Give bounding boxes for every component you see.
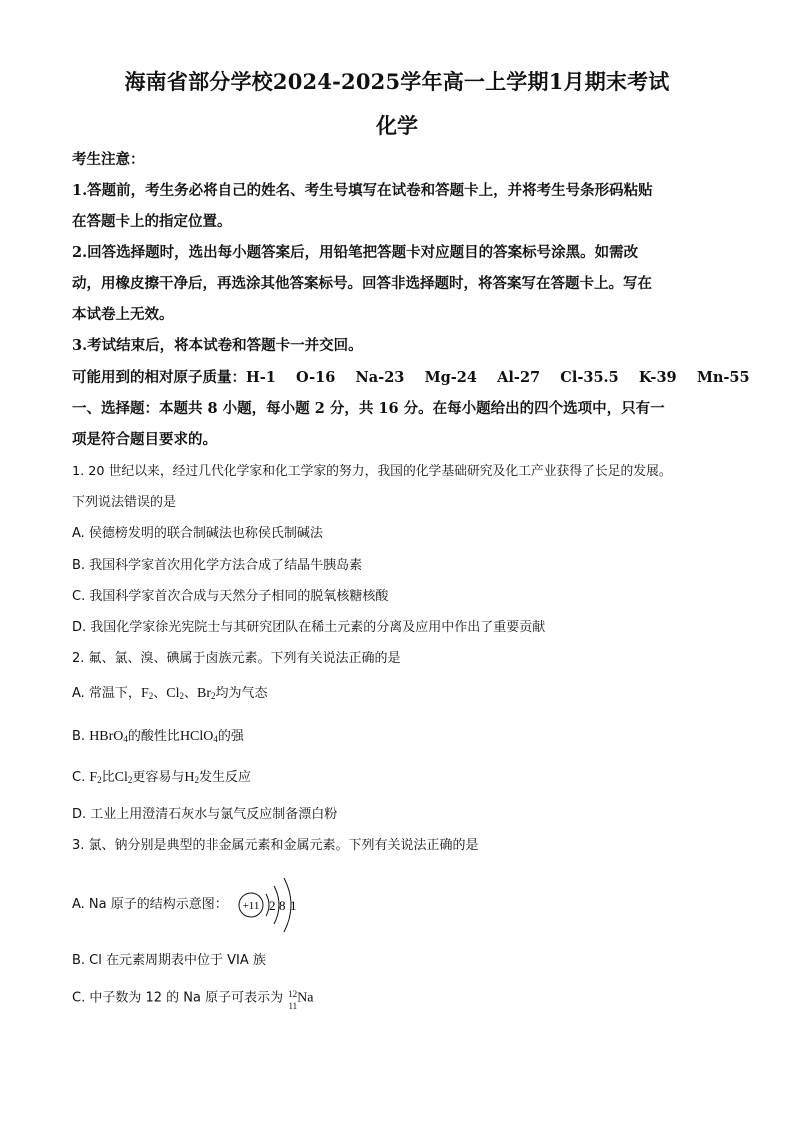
atomic-masses: 可能用到的相对原子质量：H-1 O-16 Na-23 Mg-24 Al-27 Cl-35.5 K-39 Mn-55 [72, 369, 750, 386]
q2-c-mid-2: 更容易与 [132, 770, 185, 785]
formula-h2 [184, 770, 199, 785]
atom-shells-svg [238, 872, 318, 938]
q3-option-a-text: A. Na 原子的结构示意图： [72, 897, 228, 912]
formula-hclo4 [180, 729, 218, 744]
notice-item-2-line-2: 动，用橡皮擦干净后，再选涂其他答案标号。回答非选择题时，将答案写在答题卡上。写在 [72, 275, 652, 292]
q2-b-suffix: 的强 [217, 729, 244, 744]
notice-heading: 考生注意： [72, 151, 145, 168]
separator: 、 [153, 686, 167, 701]
q2-b-mid: 的酸性比 [127, 729, 180, 744]
formula-cl2 [115, 770, 133, 785]
section-1-line-2: 项是符合题目要求的。 [72, 431, 217, 448]
notice-item-3: 3.考试结束后，将本试卷和答题卡一并交回。 [72, 337, 363, 354]
q3-c-prefix: C. 中子数为 12 的 Na 原子可表示为 [72, 990, 284, 1006]
shell-3-electrons: 1 [290, 898, 297, 913]
symbol-cl: Cl [114, 770, 128, 785]
q2-option-c [72, 768, 251, 790]
shell-1-electrons: 2 [269, 898, 276, 913]
q1-stem-line-1: 1. 20 世纪以来，经过几代化学家和化工学家的努力，我国的化学基础研究及化工产业获得了长足的发展。 [72, 464, 672, 479]
section-1-line-1: 一、选择题：本题共 8 小题，每小题 2 分，共 16 分。在每小题给出的四个选项中，只有一 [72, 400, 665, 417]
subscript: 2 [97, 775, 102, 785]
q2-a-prefix: A. 常温下， [72, 686, 141, 701]
subscript: 2 [148, 691, 154, 701]
q2-option-b [72, 727, 244, 749]
q3-option-b: B. Cl 在元素周期表中位于 VIA 族 [72, 953, 266, 968]
subscript: 2 [179, 691, 184, 701]
nucleus-charge: +11 [242, 900, 260, 912]
notice-item-2-line-3: 本试卷上无效。 [72, 306, 174, 323]
separator: 、 [183, 686, 197, 701]
nuclide-notation [283, 988, 298, 1011]
q2-b-prefix: B. [72, 729, 90, 744]
symbol-na: Na [297, 990, 314, 1006]
q3-stem: 3. 氯、钠分别是典型的非金属元素和金属元素。下列有关说法正确的是 [72, 838, 479, 853]
symbol-hclo: HClO [179, 729, 214, 744]
q2-c-prefix: C. [72, 770, 90, 785]
exam-title: 海南省部分学校2024-2025学年高一上学期1月期末考试 [124, 69, 670, 94]
subscript: 4 [213, 734, 218, 744]
subscript: 4 [123, 734, 128, 744]
q2-a-suffix: 均为气态 [215, 686, 268, 701]
notice-item-1-line-1: 1.答题前，考生务必将自己的姓名、考生号填写在试卷和答题卡上，并将考生号条形码粘贴 [72, 182, 653, 199]
formula-f2 [89, 770, 101, 785]
formula-cl2 [166, 686, 184, 701]
subscript: 2 [127, 775, 133, 785]
formula-hbro4 [89, 729, 128, 744]
q1-option-a: A. 侯德榜发明的联合制碱法也称侯氏制碱法 [72, 526, 323, 541]
subscript: 2 [194, 775, 200, 785]
na-atom-structure-diagram [238, 872, 318, 938]
symbol-hbro: HBrO [89, 729, 124, 744]
symbol-h: H [184, 770, 195, 785]
symbol-cl: Cl [166, 686, 180, 701]
q2-option-a [72, 684, 268, 706]
q2-option-d: D. 工业上用澄清石灰水与氯气反应制备漂白粉 [72, 807, 338, 822]
q2-c-suffix: 发生反应 [199, 770, 252, 785]
notice-item-2-line-1: 2.回答选择题时，选出每小题答案后，用铅笔把答题卡对应题目的答案标号涂黑。如需改 [72, 244, 639, 261]
symbol-br: Br [197, 686, 211, 701]
q1-stem-line-2: 下列说法错误的是 [72, 495, 177, 510]
formula-br2 [197, 686, 216, 701]
symbol-f: F [89, 770, 98, 785]
q1-option-b: B. 我国科学家首次用化学方法合成了结晶牛胰岛素 [72, 558, 363, 573]
q2-c-mid-1: 比 [101, 770, 115, 785]
q2-stem: 2. 氟、氯、溴、碘属于卤族元素。下列有关说法正确的是 [72, 651, 401, 666]
mass-number: 12 [288, 989, 298, 999]
q1-option-c: C. 我国科学家首次合成与天然分子相同的脱氧核糖核酸 [72, 589, 389, 604]
q3-option-c [72, 988, 313, 1009]
formula-f2 [141, 686, 153, 701]
symbol-f: F [140, 686, 149, 701]
subject-title: 化学 [376, 113, 418, 138]
notice-item-1-line-2: 在答题卡上的指定位置。 [72, 213, 232, 230]
atomic-number: 11 [288, 1001, 298, 1011]
subscript: 2 [211, 691, 216, 701]
shell-2-electrons: 8 [279, 898, 286, 913]
q1-option-d: D. 我国化学家徐光宪院士与其研究团队在稀土元素的分离及应用中作出了重要贡献 [72, 620, 546, 635]
